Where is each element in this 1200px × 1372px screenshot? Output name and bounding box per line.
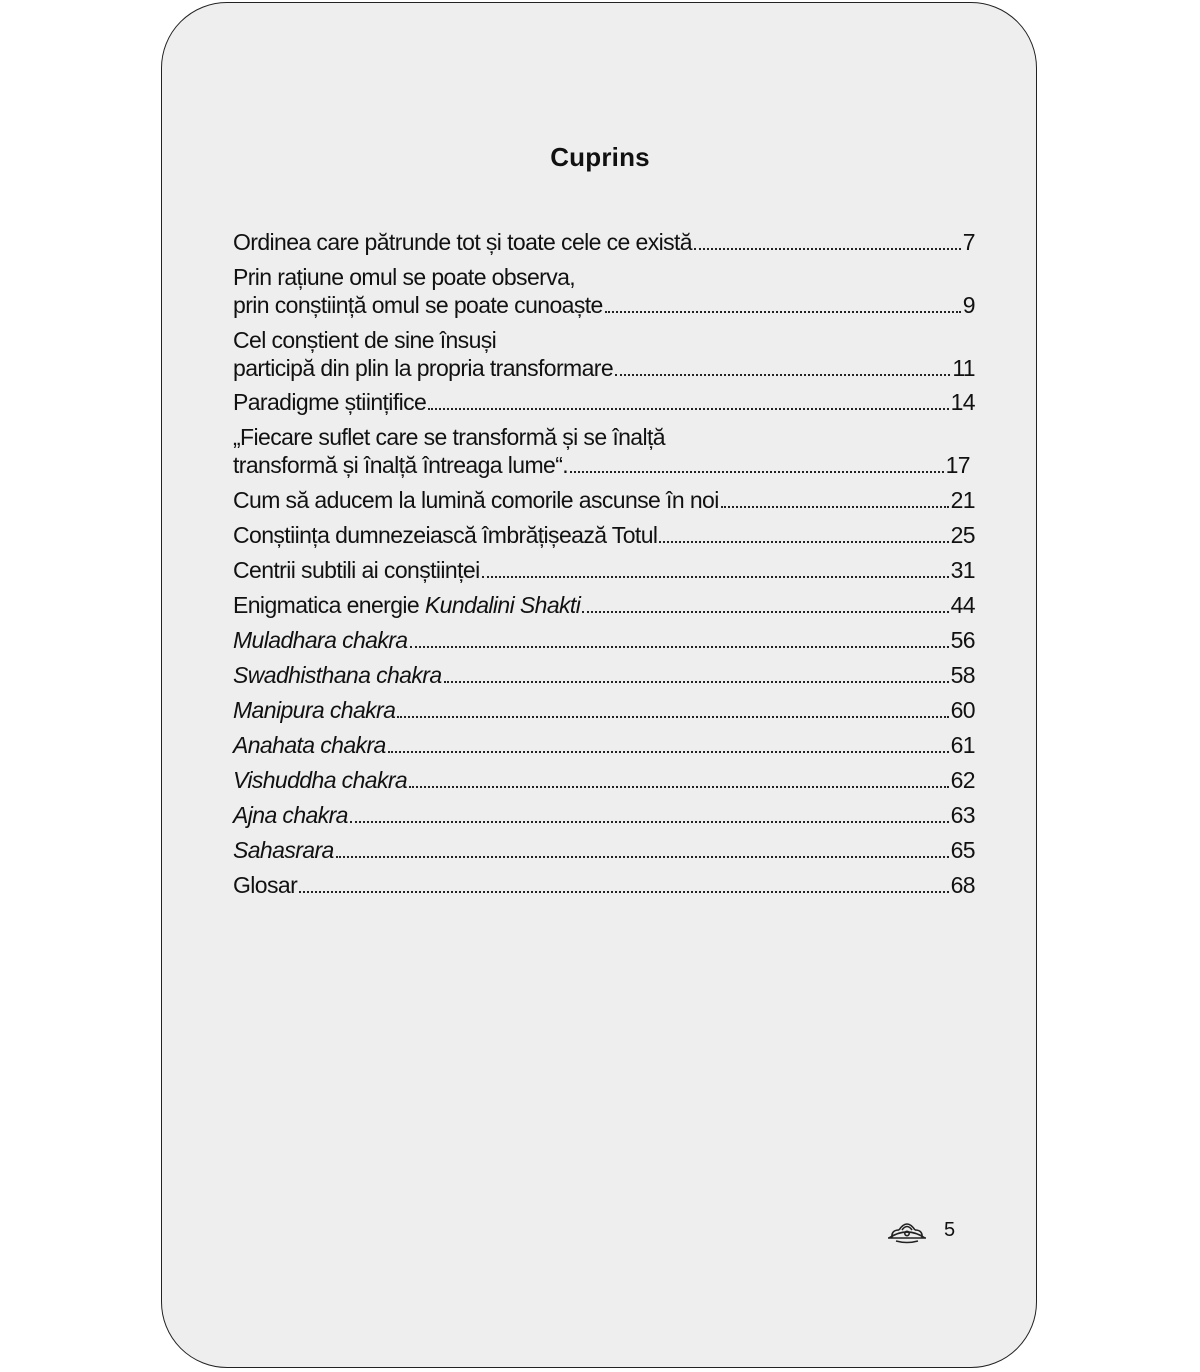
toc-entry-page: 60 [950, 697, 975, 723]
dot-leader [350, 821, 949, 823]
toc-entry-title: Swadhisthana chakra [233, 662, 442, 688]
dot-leader [694, 248, 961, 250]
toc-entry-title: Sahasrara [233, 837, 334, 863]
toc-entry-page: 68 [950, 872, 975, 898]
toc-entry-title: transformă și înalță întreaga lume“. [233, 452, 569, 478]
toc-entry-title: Manipura chakra [233, 697, 396, 723]
toc-entry-page: 56 [950, 627, 975, 653]
dot-leader [444, 681, 949, 683]
toc-entry-page: 11 [952, 355, 975, 381]
toc-entry-page: 65 [950, 837, 975, 863]
dot-leader [721, 506, 949, 508]
toc-entry-title: Centrii subtili ai conștiinței [233, 557, 480, 583]
toc-entry-title-line: Cel conștient de sine însuși [233, 327, 497, 353]
toc-entry-page: 21 [950, 487, 975, 513]
toc-entry [233, 836, 975, 864]
toc-entry [233, 486, 975, 514]
toc-entry [233, 801, 975, 829]
toc-entry [233, 696, 975, 724]
toc-entry [233, 591, 975, 619]
dot-leader [336, 856, 949, 858]
toc-entry-title: Vishuddha chakra [233, 767, 408, 793]
toc-entry [233, 626, 975, 654]
toc-entry-title: participă din plin la propria transformare [233, 355, 614, 381]
toc-entry-page: 63 [950, 802, 975, 828]
dot-leader [409, 786, 949, 788]
toc-entry-page: 44 [950, 592, 975, 618]
dot-leader [428, 408, 948, 410]
dot-leader [410, 646, 949, 648]
dot-leader [397, 716, 948, 718]
toc-entry [233, 871, 975, 899]
toc-entry-page: 31 [950, 557, 975, 583]
page-number: 5 [944, 1219, 956, 1241]
toc-entry [233, 263, 975, 319]
dot-leader [605, 311, 961, 313]
toc-entry-page: 7 [962, 229, 975, 255]
toc-entry-page: 61 [950, 732, 975, 758]
toc-entry-title: Paradigme științifice [233, 389, 427, 415]
toc-entry [233, 521, 975, 549]
toc-entry-title: Ordinea care pătrunde tot și toate cele ce există [233, 229, 692, 255]
toc-entry [233, 731, 975, 759]
toc-entry-title: Cum să aducem la lumină comorile ascunse în noi [233, 487, 719, 513]
toc-entry-title: prin conștiință omul se poate cunoaște [233, 292, 603, 318]
toc-entry [233, 228, 975, 256]
dot-leader [582, 611, 948, 613]
toc-entry-page: 25 [950, 522, 975, 548]
toc-entry-title: Ajna chakra [233, 802, 348, 828]
toc-entry-title-line: Prin rațiune omul se poate observa, [233, 264, 576, 290]
toc-entry-page: 62 [950, 767, 975, 793]
page-title: Cuprins [550, 142, 650, 172]
toc-entry-page: 17 [945, 452, 970, 478]
toc-entry [233, 766, 975, 794]
toc-entry [233, 326, 975, 382]
dot-leader [482, 576, 949, 578]
toc-entry-title: Enigmatica energie Kundalini Shakti [233, 592, 581, 618]
table-of-contents [233, 228, 975, 899]
dot-leader [570, 471, 944, 473]
lotus-ornament-icon [886, 1216, 928, 1244]
toc-entry-title: Muladhara chakra [233, 627, 408, 653]
toc-entry [233, 556, 975, 584]
dot-leader [615, 374, 950, 376]
toc-entry-title: Glosar [233, 872, 298, 898]
toc-entry-title: Anahata chakra [233, 732, 386, 758]
toc-entry [233, 388, 975, 416]
toc-entry-page: 9 [962, 292, 975, 318]
dot-leader [659, 541, 948, 543]
dot-leader [299, 891, 948, 893]
toc-entry-page: 14 [950, 389, 975, 415]
toc-entry-title-line: „Fiecare suflet care se transformă și se înalță [233, 424, 665, 450]
dot-leader [388, 751, 949, 753]
toc-entry-title: Conștiința dumnezeiască îmbrățișează Totul [233, 522, 658, 548]
toc-entry [233, 423, 975, 479]
toc-entry-page: 58 [950, 662, 975, 688]
toc-entry [233, 661, 975, 689]
